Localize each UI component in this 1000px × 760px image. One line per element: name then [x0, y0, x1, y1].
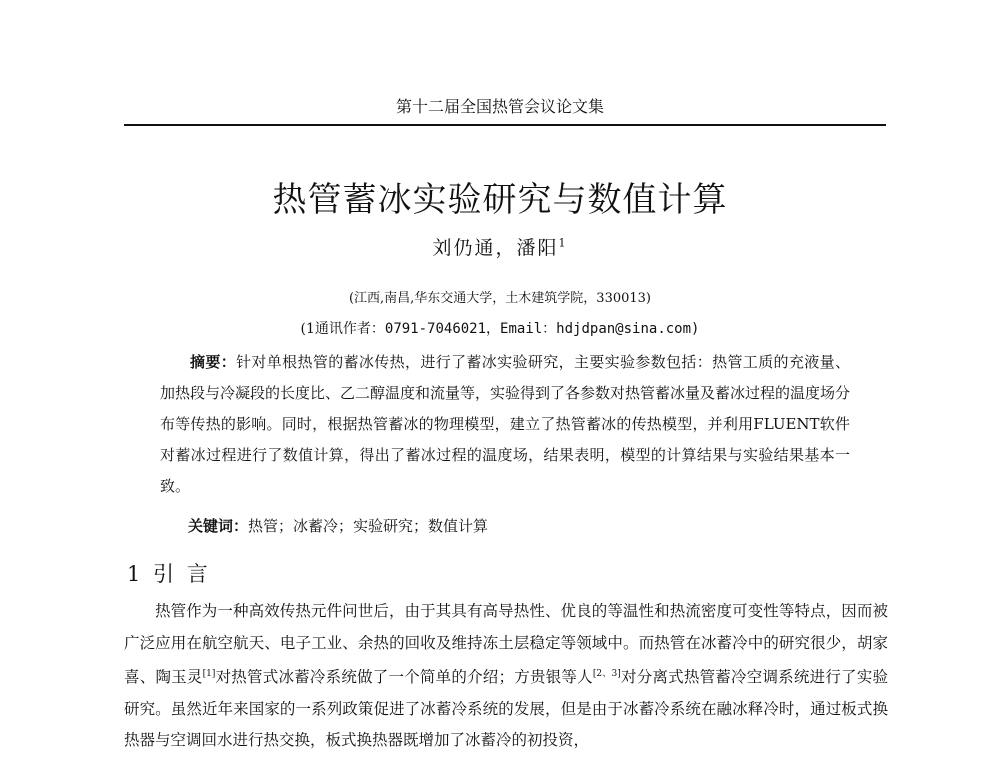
- abstract: [160, 347, 850, 502]
- author-line: [0, 233, 1000, 260]
- body-text-part-3: 对分离式热管蓄冷空调系统进行了实验研究。虽然近年来国家的一系列政策促进了冰蓄冷系统的发展，但是由于冰蓄冷系统在融冰释冷时，通过板式换热器与空调回水进行热交换，板式换热器既增加了冰蓄冷的初投资，: [124, 668, 888, 750]
- paper-title: 热管蓄冰实验研究与数值计算: [272, 180, 728, 220]
- header-rule: [124, 124, 886, 126]
- body-text-part-1: 热管作为一种高效传热元件问世后，由于其具有高导热性、优良的等温性和热流密度可变性等特点，因而被广泛应用在航空航天、电子工业、余热的回收及维持冻土层稳定等领域中。而热管在冰蓄冷中的研究很少，胡家喜、陶玉灵: [124, 602, 888, 687]
- body-text-part-2: 对热管式冰蓄冷系统做了一个简单的介绍；方贵银等人: [215, 668, 593, 687]
- correspondence-info: 0791-7046021，Email：hdjdpan@sina.com): [384, 321, 700, 337]
- keywords: [188, 515, 488, 536]
- section-heading: 1 引 言: [127, 562, 211, 586]
- correspondence-label: (1通讯作者：: [300, 321, 385, 337]
- body-paragraph: [124, 596, 888, 757]
- keywords-text: 热管；冰蓄冷；实验研究；数值计算: [248, 517, 489, 535]
- affiliation: (江西,南昌,华东交通大学，土木建筑学院，330013): [348, 291, 652, 306]
- abstract-text: 针对单根热管的蓄冰传热，进行了蓄冰实验研究，主要实验参数包括：热管工质的充液量、加热段与冷凝段的长度比、乙二醇温度和流量等，实验得到了各参数对热管蓄冰量及蓄冰过程的温度场分布等传热的影响。同时，根据热管蓄冰的物理模型，建立了热管蓄冰的传热模型，并利用FLUENT软件对蓄冰过程进行了数值计算，得出了蓄冰过程的温度场，结果表明，模型的计算结果与实验结果基本一致。: [160, 353, 851, 495]
- citation-2: [2、3]: [592, 669, 621, 679]
- correspondence: [0, 318, 1000, 338]
- citation-1: [1]: [202, 669, 216, 679]
- keywords-label: 关键词：: [188, 517, 249, 535]
- abstract-label: 摘要：: [190, 353, 237, 371]
- running-header: 第十二届全国热管会议论文集: [395, 97, 604, 116]
- author-footnote-mark: 1: [558, 236, 568, 250]
- authors: 刘仍通，潘阳: [432, 237, 559, 259]
